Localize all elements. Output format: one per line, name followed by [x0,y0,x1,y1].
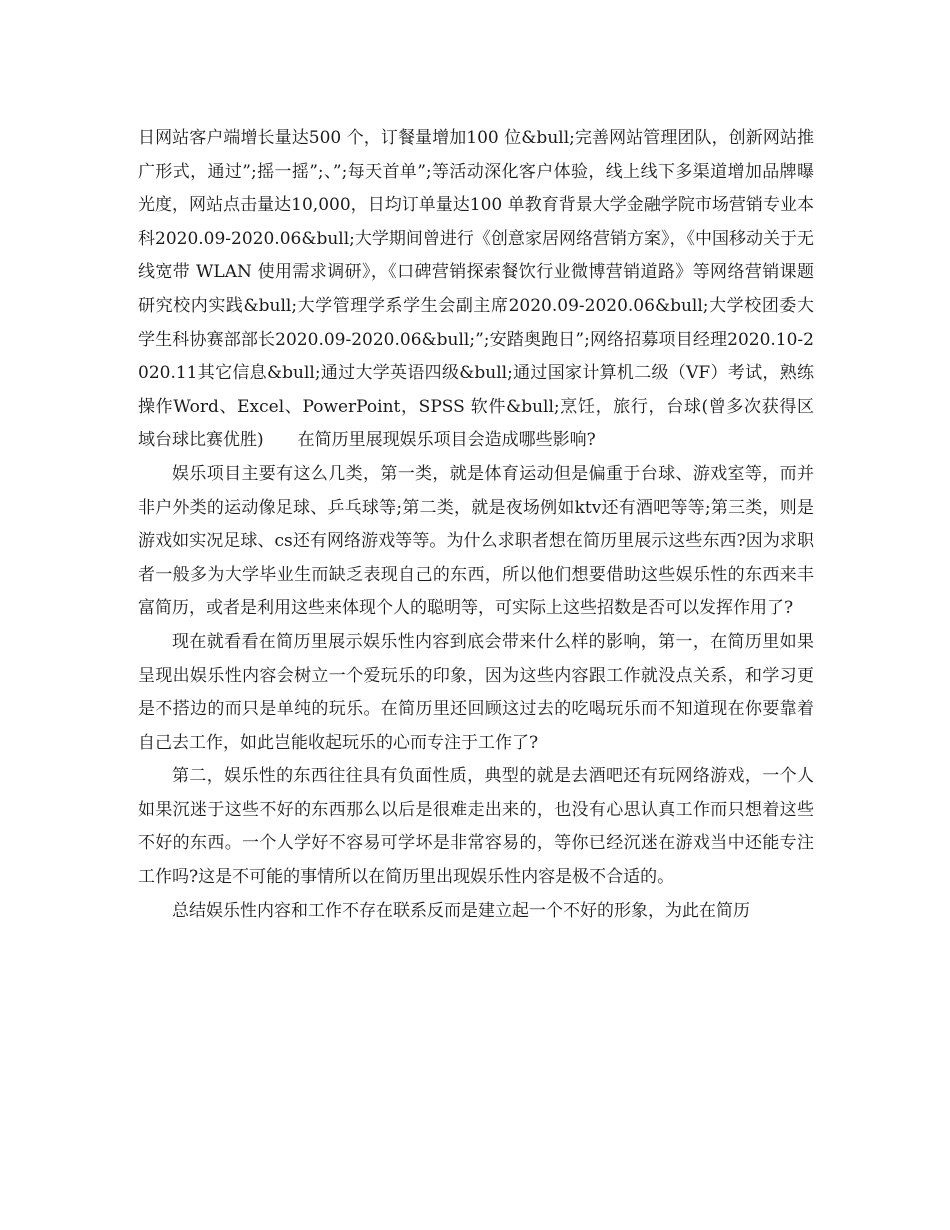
paragraph-2: 娱乐项目主要有这么几类，第一类，就是体育运动但是偏重于台球、游戏室等，而并非户外类的运动像足球、乒乓球等;第二类，就是夜场例如ktv还有酒吧等等;第三类，则是游戏如实况足球、cs还有网络游戏等等。为什么求职者想在简历里展示这些东西?因为求职者一般多为大学毕业生而缺乏表现自己的东西，所以他们想要借助这些娱乐性的东西来丰富简历，或者是利用这些来体现个人的聪明等，可实际上这些招数是否可以发挥作用了? [138,463,814,619]
paragraph-3: 现在就看看在简历里展示娱乐性内容到底会带来什么样的影响，第一，在简历里如果呈现出娱乐性内容会树立一个爱玩乐的印象，因为这些内容跟工作就没点关系，和学习更是不搭边的而只是单纯的玩乐。在简历里还回顾这过去的吃喝玩乐而不知道现在你要靠着自己去工作，如此岂能收起玩乐的心而专注于工作了? [138,631,814,753]
paragraph-1: 日网站客户端增长量达500 个，订餐量增加100 位&bull;完善网站管理团队，创新网站推广形式，通过”;摇一摇”;、”;每天首单”;等活动深化客户体验，线上线下多渠道增加品牌曝光度，网站点击量达10,000，日均订单量达100 单教育背景大学金融学院市场营销专业本科2020.09-2020.06&bull;大学期间曾进行《创意家居网络营销方案》，《中国移动关于无线宽带 WLAN 使用需求调研》，《口碑营销探索餐饮行业微博营销道路》等网络营销课题研究校内实践&bull;大学管理学系学生会副主席2020.09-2020.06&bull;大学校团委大学生科协赛部部长2020.09-2020.06&bull;”;安踏奥跑日”;网络招募项目经理2020.10-2020.11其它信息&bull;通过大学英语四级&bull;通过国家计算机二级（VF）考试，熟练操作Word、Excel、PowerPoint，SPSS 软件&bull;烹饪，旅行，台球(曾多次获得区域台球比赛优胜) 在简历里展现娱乐项目会造成哪些影响? [138,128,814,451]
paragraph-5: 总结娱乐性内容和工作不存在联系反而是建立起一个不好的形象，为此在简历 [172,900,750,921]
document-body [138,122,814,928]
paragraph-4: 第二，娱乐性的东西往往具有负面性质，典型的就是去酒吧还有玩网络游戏，一个人如果沉迷于这些不好的东西那么以后是很难走出来的，也没有心思认真工作而只想着这些不好的东西。一个人学好不容易可学坏是非常容易的，等你已经沉迷在游戏当中还能专注工作吗?这是不可能的事情所以在简历里出现娱乐性内容是极不合适的。 [138,766,814,888]
